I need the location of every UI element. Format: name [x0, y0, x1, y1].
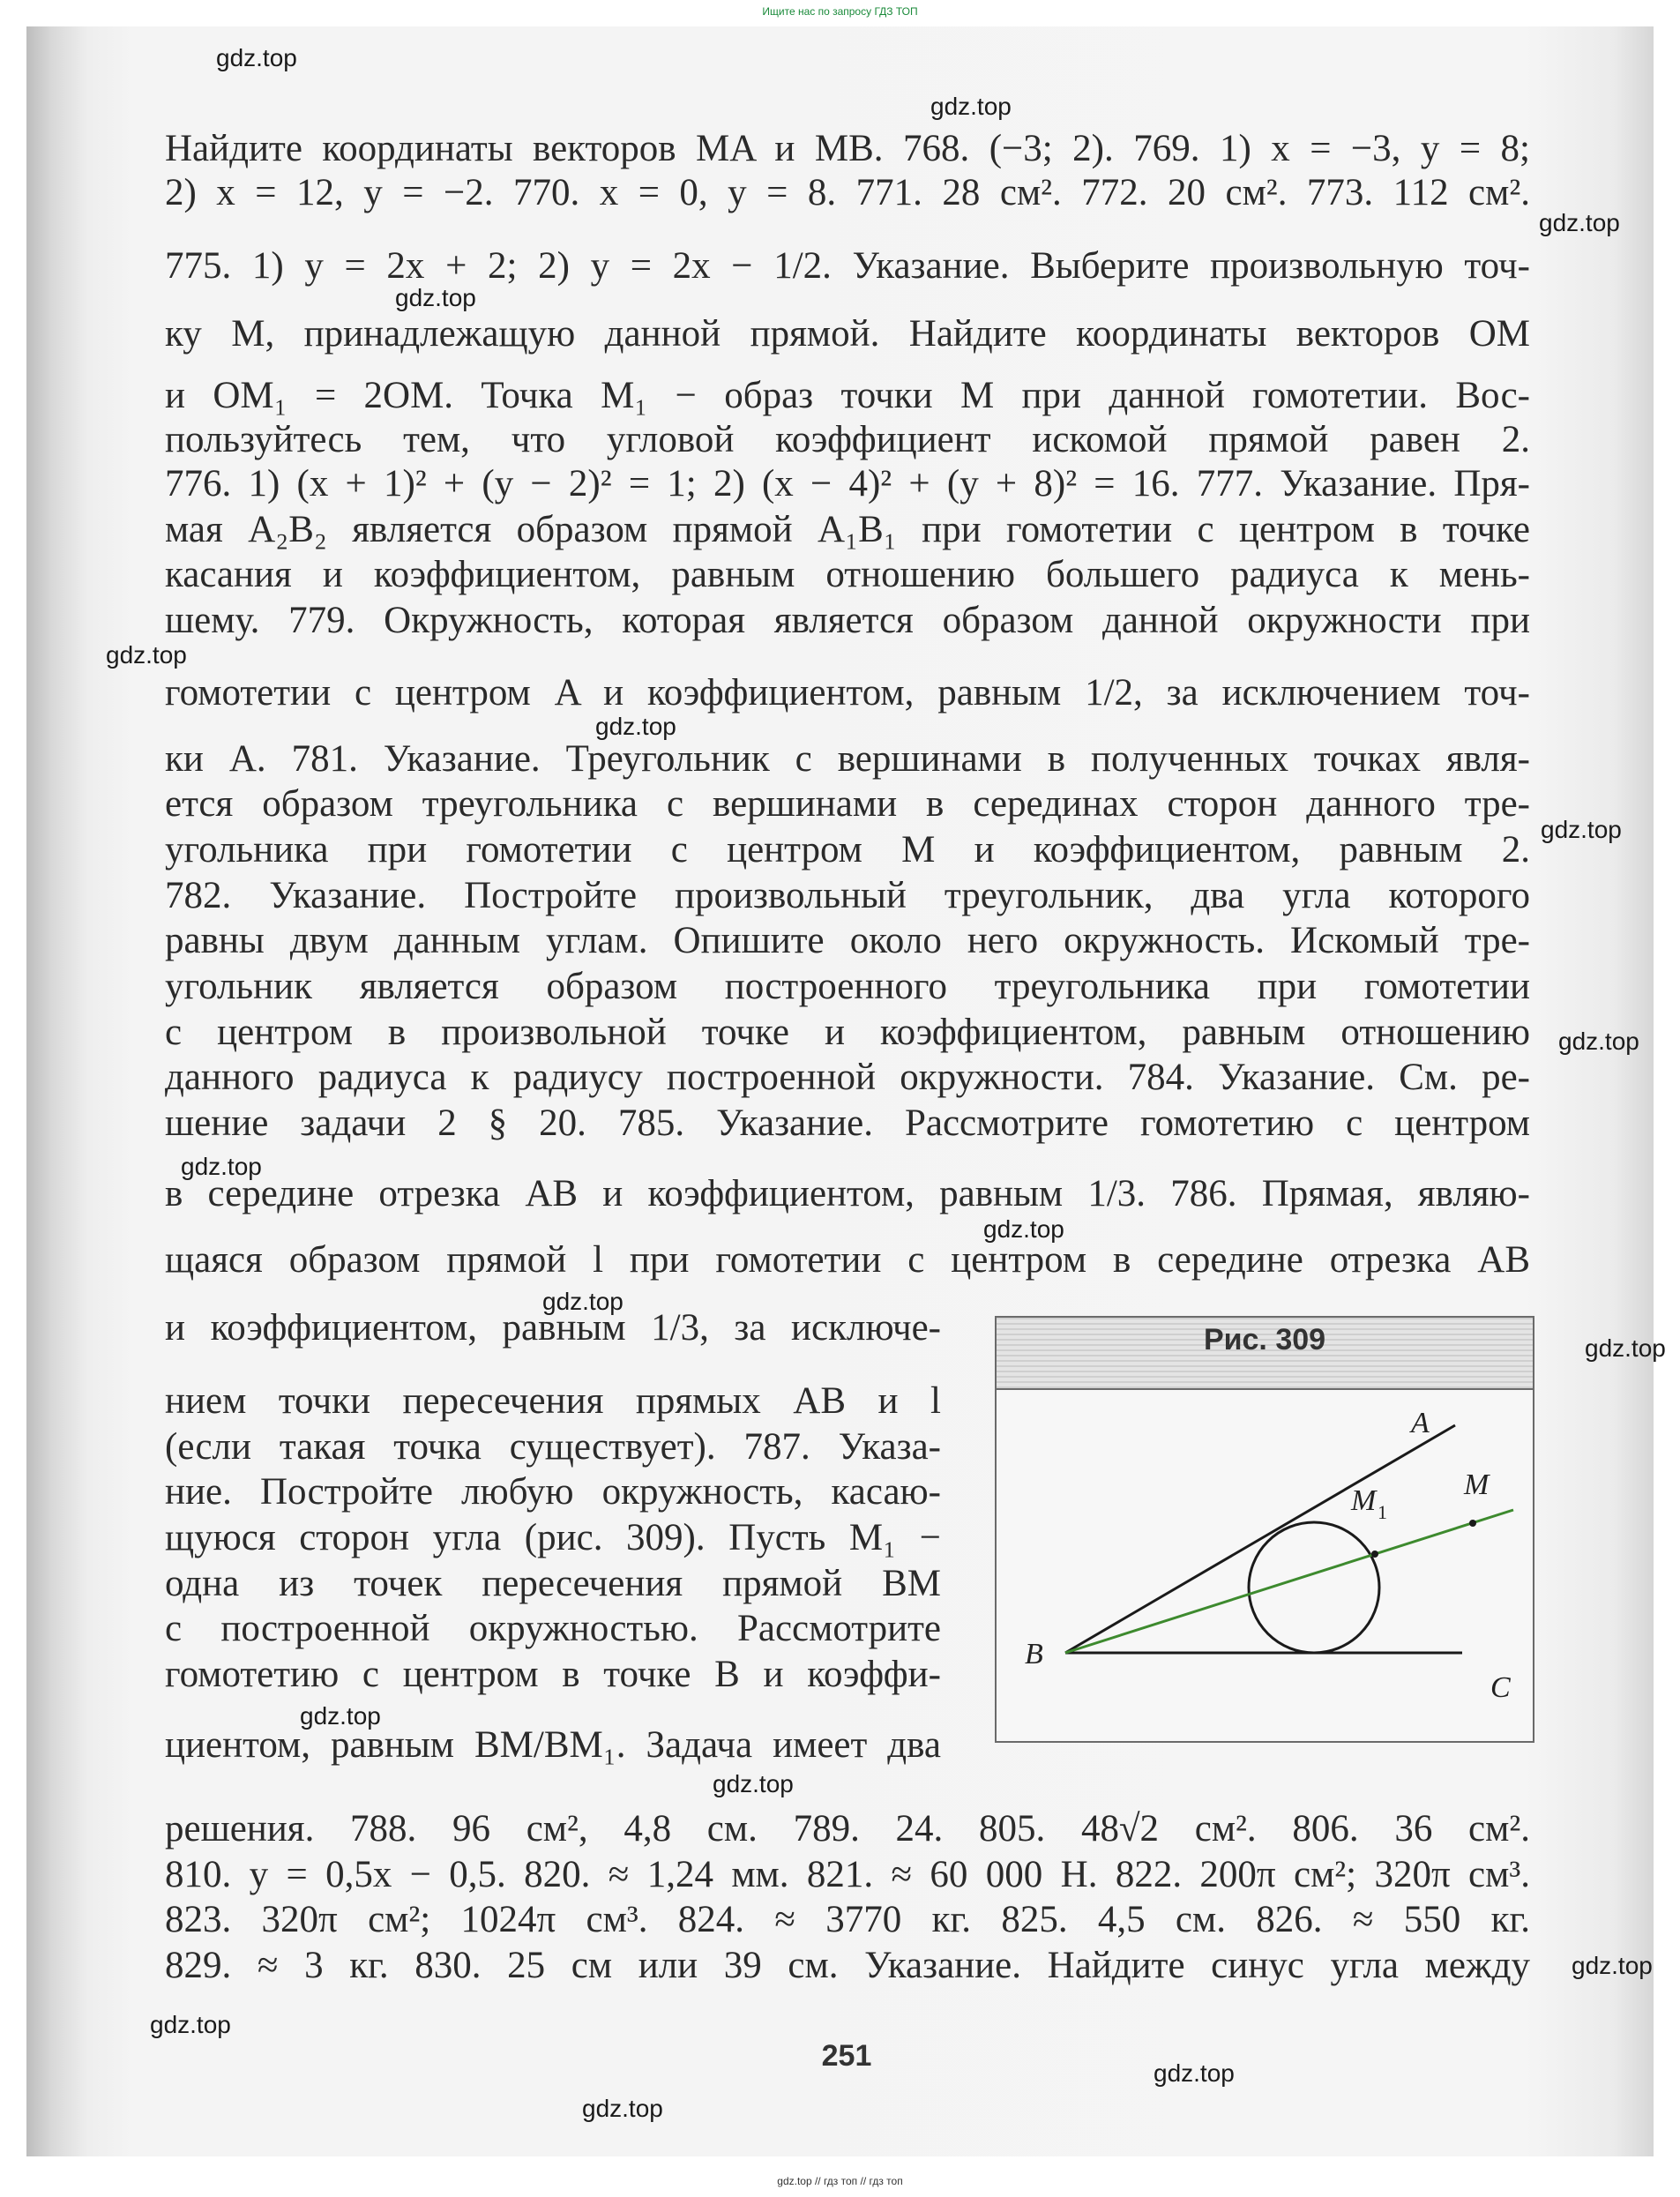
header-note: Ищите нас по запросу ГДЗ ТОП [762, 5, 918, 18]
watermark: gdz.top [1541, 816, 1622, 843]
answer-line: щуюся сторон угла (рис. 309). Пусть M₁ − [165, 1517, 941, 1558]
watermark: gdz.top [216, 44, 297, 71]
watermark: gdz.top [983, 1215, 1064, 1243]
answer-line: щаяся образом прямой l при гомотетии с центром в середине отрезка AB [165, 1239, 1530, 1281]
line-bm [1065, 1510, 1513, 1653]
point-m1 [1371, 1551, 1378, 1558]
answer-line: циентом, равным BM/BM₁. Задача имеет два [165, 1724, 941, 1766]
page-number: 251 [821, 2039, 872, 2073]
answer-line: (если такая точка существует). 787. Указа- [165, 1426, 941, 1468]
answer-line: 782. Указание. Постройте произвольный треугольник, два угла которого [165, 875, 1530, 916]
watermark: gdz.top [1154, 2059, 1235, 2087]
point-m [1469, 1520, 1476, 1527]
watermark: gdz.top [582, 2095, 663, 2122]
answer-line: угольник является образом построенного треугольника при гомотетии [165, 966, 1530, 1007]
answer-line: равны двум данным углам. Опишите около него окружность. Искомый тре- [165, 920, 1530, 961]
answer-line: угольника при гомотетии с центром M и коэффициентом, равным 2. [165, 829, 1530, 871]
answer-line: 823. 320π см²; 1024π см³. 824. ≈ 3770 кг. 825. 4,5 см. 826. ≈ 550 кг. [165, 1899, 1530, 1940]
watermark: gdz.top [713, 1770, 794, 1797]
footer-note: gdz.top // гдз топ // гдз топ [777, 2175, 903, 2187]
watermark: gdz.top [300, 1702, 381, 1730]
answer-line: Найдите координаты векторов MA и MB. 768. (−3; 2). 769. 1) x = −3, y = 8; [165, 128, 1530, 169]
answer-line: и OM₁ = 2OM. Точка M₁ − образ точки M при данной гомотетии. Вос- [165, 375, 1530, 416]
answer-line: с построенной окружностью. Рассмотрите [165, 1608, 941, 1649]
label-m1-subscript: 1 [1378, 1501, 1387, 1523]
answer-line: 775. 1) y = 2x + 2; 2) y = 2x − 1/2. Указание. Выберите произвольную точ- [165, 245, 1530, 287]
answer-line: с центром в произвольной точке и коэффициентом, равным отношению [165, 1012, 1530, 1053]
answer-line: 776. 1) (x + 1)² + (y − 2)² = 1; 2) (x − 4)² + (y + 8)² = 16. 777. Указание. Пря- [165, 463, 1530, 504]
answer-line: 829. ≈ 3 кг. 830. 25 см или 39 см. Указание. Найдите синус угла между [165, 1945, 1530, 1986]
watermark: gdz.top [106, 641, 187, 669]
watermark: gdz.top [1572, 1952, 1653, 1979]
answer-line: ку M, принадлежащую данной прямой. Найдите координаты векторов OM [165, 313, 1530, 355]
watermark: gdz.top [150, 2011, 231, 2038]
answer-line: мая A₂B₂ является образом прямой A₁B₁ при гомотетии с центром в точке [165, 509, 1530, 550]
answer-line: одна из точек пересечения прямой BM [165, 1563, 941, 1604]
label-b: B [1025, 1638, 1043, 1670]
watermark: gdz.top [1539, 209, 1620, 236]
answer-line: ние. Постройте любую окружность, касаю- [165, 1471, 941, 1513]
answer-line: данного радиуса к радиусу построенной окружности. 784. Указание. См. ре- [165, 1057, 1530, 1098]
answer-line: в середине отрезка AB и коэффициентом, равным 1/3. 786. Прямая, являю- [165, 1173, 1530, 1214]
watermark: gdz.top [542, 1288, 623, 1315]
label-c: C [1490, 1671, 1511, 1704]
label-m: M [1464, 1468, 1490, 1501]
watermark: gdz.top [395, 284, 476, 311]
answer-line: гомотетии с центром A и коэффициентом, равным 1/2, за исключением точ- [165, 672, 1530, 714]
watermark: gdz.top [930, 93, 1012, 120]
answer-line: решения. 788. 96 см², 4,8 см. 789. 24. 805. 48√2 см². 806. 36 см². [165, 1808, 1530, 1850]
answer-line: ется образом треугольника с вершинами в серединах сторон данного тре- [165, 783, 1530, 825]
figure-drawing [997, 1388, 1533, 1741]
answer-line: шему. 779. Окружность, которая является образом данной окружности при [165, 600, 1530, 641]
answer-line: пользуйтесь тем, что угловой коэффициент искомой прямой равен 2. [165, 419, 1530, 460]
answer-line: нием точки пересечения прямых AB и l [165, 1380, 941, 1422]
answer-line: ки A. 781. Указание. Треугольник с вершинами в полученных точках явля- [165, 738, 1530, 780]
answer-line: 810. y = 0,5x − 0,5. 820. ≈ 1,24 мм. 821. ≈ 60 000 Н. 822. 200π см²; 320π см³. [165, 1854, 1530, 1895]
answer-line: гомотетию с центром в точке B и коэффи- [165, 1654, 941, 1695]
figure-309 [995, 1316, 1534, 1743]
watermark: gdz.top [181, 1153, 262, 1180]
answer-line: и коэффициентом, равным 1/3, за исключе- [165, 1307, 941, 1349]
figure-title: Рис. 309 [1203, 1323, 1326, 1356]
label-a: A [1411, 1407, 1430, 1439]
ray-ba [1065, 1425, 1455, 1653]
label-m1: M [1351, 1484, 1377, 1517]
watermark: gdz.top [595, 713, 676, 740]
watermark: gdz.top [1585, 1334, 1666, 1362]
watermark: gdz.top [1558, 1028, 1639, 1055]
answer-line: 2) x = 12, y = −2. 770. x = 0, y = 8. 771. 28 см². 772. 20 см². 773. 112 см². [165, 172, 1530, 213]
answer-line: касания и коэффициентом, равным отношению большего радиуса к мень- [165, 554, 1530, 595]
answer-line: шение задачи 2 § 20. 785. Указание. Рассмотрите гомотетию с центром [165, 1102, 1530, 1144]
